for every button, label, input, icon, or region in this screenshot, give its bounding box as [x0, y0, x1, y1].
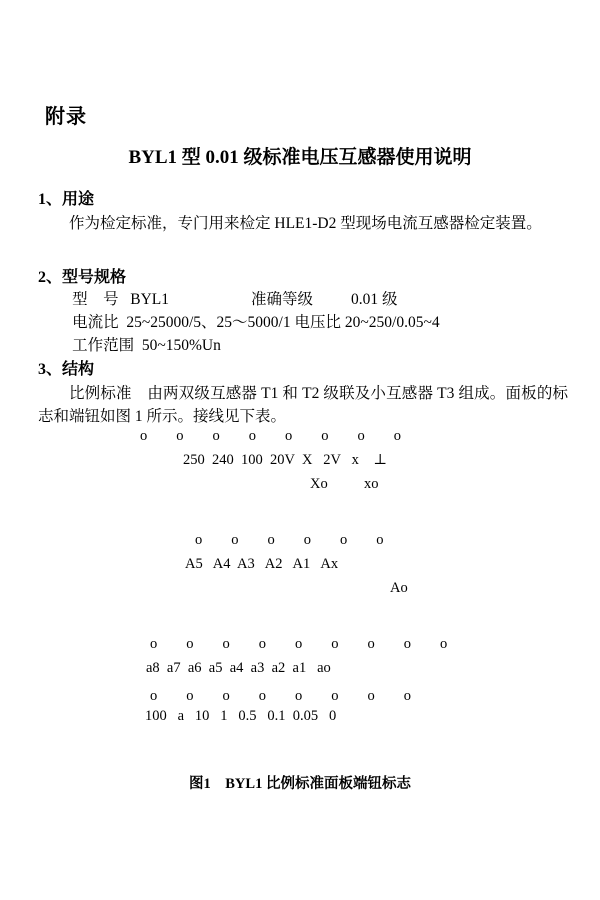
terminal-labels-group2: A5 A4 A3 A2 A1 Ax	[185, 556, 339, 572]
spec-label-voltage-ratio: 电压比 20~250/0.05~4	[294, 314, 440, 331]
page-title: BYL1 型 0.01 级标准电压互感器使用说明	[128, 147, 472, 168]
section-heading-structure: 3、结构	[38, 361, 95, 378]
terminal-dots-group3-bottom: о о о о о о о о	[150, 688, 411, 704]
section-body-structure: 比例标准 由两双级互感器 T1 和 T2 级联及小互感器 T3 组成。面板的标志和端钮如图 1 所示。接线见下表。	[38, 385, 568, 425]
section-heading-use: 1、用途	[38, 191, 95, 208]
figure-caption: 图1 BYL1 比例标准面板端钮标志	[189, 776, 411, 792]
appendix-label: 附录	[45, 106, 87, 128]
terminal-sublabels-group1: Xo xo	[310, 476, 379, 492]
spec-label-range: 工作范围	[72, 337, 135, 354]
spec-row-model	[38, 288, 568, 311]
terminal-sublabels-group2: Ao	[390, 580, 408, 596]
spec-row-range	[38, 334, 568, 357]
terminal-dots-group3-top: о о о о о о о о о	[150, 636, 448, 652]
spec-row-ratio	[38, 311, 568, 334]
spec-label-model: 型 号 BYL1	[72, 291, 169, 308]
spec-label-accuracy: 准确等级 0.01 级	[250, 291, 398, 308]
terminal-labels-group3-bottom: 100 a 10 1 0.5 0.1 0.05 0	[145, 708, 337, 724]
spec-value-range: 50~150%Un	[141, 337, 221, 354]
terminal-labels-group1: 250 240 100 20V X 2V x ⊥	[183, 452, 388, 468]
terminal-dots-group1: о о о о о о о о	[140, 428, 401, 444]
terminal-dots-group2: о о о о о о	[195, 532, 384, 548]
figure-panel-terminals	[0, 424, 600, 754]
section-heading-spec: 2、型号规格	[38, 269, 127, 286]
section-body-use: 作为检定标准，专门用来检定 HLE1-D2 型现场电流互感器检定装置。	[69, 215, 542, 232]
spec-label-current-ratio: 电流比 25~25000/5、25～5000/1	[72, 314, 291, 331]
terminal-labels-group3-top: a8 a7 a6 a5 a4 a3 a2 a1 ao	[146, 660, 331, 676]
